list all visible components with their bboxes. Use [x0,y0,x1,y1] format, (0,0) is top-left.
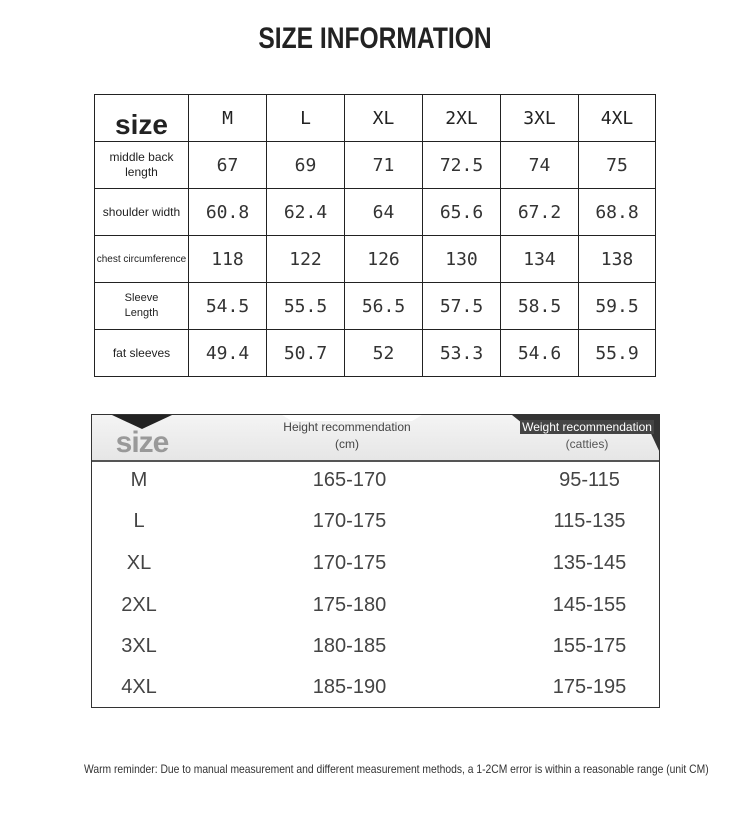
size-cell: XL [126,552,152,574]
recommendation-header [92,415,659,462]
table-cell: 52 [345,330,423,377]
weight-cell: 145-155 [552,594,627,616]
size-header: size [95,95,189,142]
table-cell: 55.9 [579,330,656,377]
weight-cell: 115-135 [553,510,626,532]
weight-cell: 95-115 [559,469,620,491]
table-cell: 122 [267,236,345,283]
table-cell: 56.5 [345,283,423,330]
row-label: shoulder width [95,189,189,236]
table-row [92,460,659,501]
table-cell: 55.5 [267,283,345,330]
row-label: fat sleeves [95,330,189,377]
table-cell: 126 [345,236,423,283]
size-col-header: XL [345,95,423,142]
table-cell: 54.5 [189,283,267,330]
table-cell: 59.5 [579,283,656,330]
size-col-header: 3XL [501,95,579,142]
height-header-unit: (cm) [335,437,359,451]
table-row [92,543,659,584]
size-cell: M [130,469,148,491]
table-cell: 72.5 [423,142,501,189]
weight-cell: 135-145 [552,552,627,574]
table-cell: 54.6 [501,330,579,377]
height-cell: 170-175 [312,510,387,532]
table-row [92,667,659,708]
table-cell: 130 [423,236,501,283]
table-cell: 118 [189,236,267,283]
row-label: Sleeve Length [95,283,189,330]
row-label: middle back length [95,142,189,189]
table-cell: 68.8 [579,189,656,236]
table-cell: 50.7 [267,330,345,377]
weight-cell: 155-175 [552,635,627,657]
table-cell: 67.2 [501,189,579,236]
height-cell: 170-175 [312,552,387,574]
table-row [95,189,656,236]
weight-header-unit: (catties) [565,437,609,451]
table-cell: 65.6 [423,189,501,236]
size-col-header: L [267,95,345,142]
size-header: size [115,426,169,459]
size-col-header: M [189,95,267,142]
measurement-table [94,94,656,377]
size-col-header: 2XL [423,95,501,142]
table-cell: 69 [267,142,345,189]
table-cell: 53.3 [423,330,501,377]
table-row [92,501,659,542]
table-cell: 57.5 [423,283,501,330]
table-cell: 134 [501,236,579,283]
size-col-header: 4XL [579,95,656,142]
height-header-label: Height recommendation [283,420,411,434]
table-cell: 62.4 [267,189,345,236]
height-cell: 165-170 [312,469,387,491]
table-row [95,236,656,283]
height-cell: 185-190 [312,676,387,698]
weight-cell: 175-195 [552,676,627,698]
height-cell: 180-185 [312,635,387,657]
table-cell: 49.4 [189,330,267,377]
table-cell: 138 [579,236,656,283]
table-cell: 74 [501,142,579,189]
height-header [272,419,422,453]
size-cell: L [133,510,145,532]
size-cell: 2XL [121,594,157,616]
page-title: SIZE INFORMATION [258,22,492,55]
table-row [95,330,656,377]
measurement-header-row [95,95,656,142]
table-row [95,283,656,330]
height-cell: 175-180 [312,594,387,616]
size-cell: 4XL [121,676,157,698]
table-cell: 75 [579,142,656,189]
table-cell: 58.5 [501,283,579,330]
table-row [95,142,656,189]
row-label: chest circumference [95,236,189,283]
table-cell: 60.8 [189,189,267,236]
size-cell: 3XL [121,635,157,657]
table-cell: 67 [189,142,267,189]
weight-header [512,419,660,453]
recommendation-table [91,414,660,708]
table-row [92,626,659,667]
table-cell: 64 [345,189,423,236]
table-row [92,585,659,626]
weight-header-label: Weight recommendation [522,420,652,434]
warm-reminder: Warm reminder: Due to manual measurement and different measurement methods, a 1-2CM error is within a reasonable range (unit CM) [84,762,709,776]
table-cell: 71 [345,142,423,189]
